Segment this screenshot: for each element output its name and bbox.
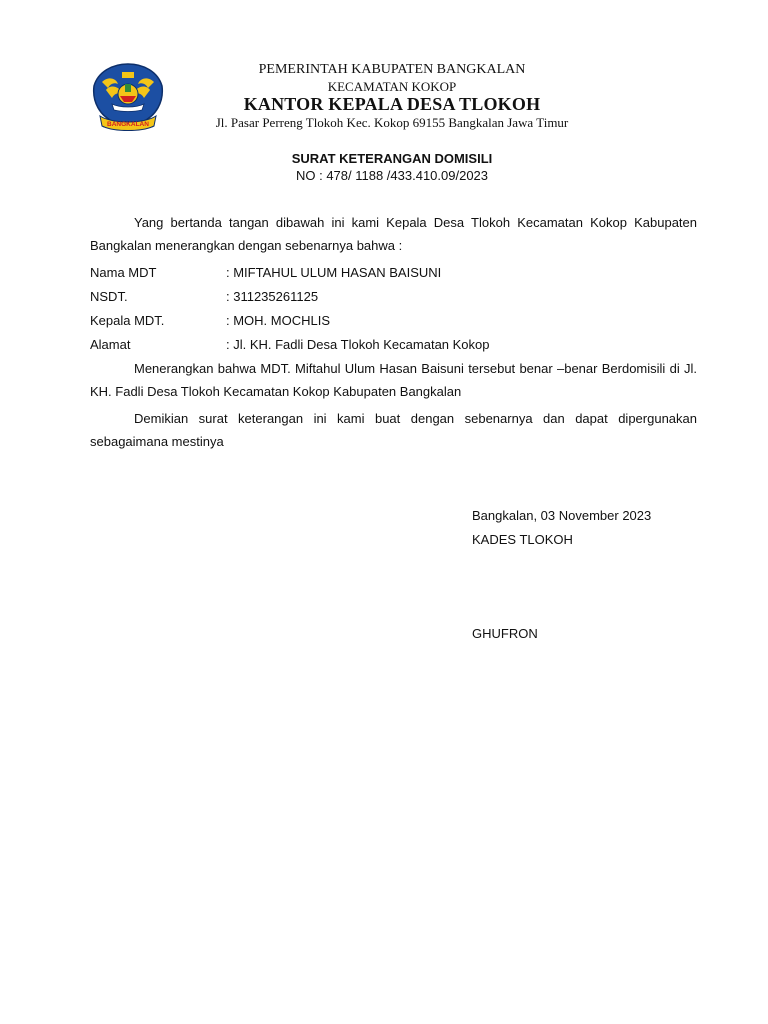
signature-place-date: Bangkalan, 03 November 2023 <box>472 508 652 523</box>
field-label: Kepala MDT. <box>90 313 165 328</box>
letterhead-government: PEMERINTAH KABUPATEN BANGKALAN <box>258 62 526 77</box>
letterhead-district: KECAMATAN KOKOP <box>327 79 457 94</box>
field-value: : Jl. KH. Fadli Desa Tlokoh Kecamatan Kokop <box>226 337 490 352</box>
letter-number: NO : 478/ 1188 /433.410.09/2023 <box>295 168 489 183</box>
letterhead-address: Jl. Pasar Perreng Tlokoh Kec. Kokop 69155 Bangkalan Jawa Timur <box>215 115 569 130</box>
field-value: : MOH. MOCHLIS <box>226 313 331 328</box>
field-label: Nama MDT <box>90 265 157 280</box>
bangkalan-emblem-logo <box>92 62 164 132</box>
field-value: : MIFTAHUL ULUM HASAN BAISUNI <box>226 265 442 280</box>
svg-text:BANGKALAN: BANGKALAN <box>107 121 149 128</box>
field-value: : 311235261125 <box>226 289 319 304</box>
field-label: NSDT. <box>90 289 128 304</box>
field-label: Alamat <box>90 337 131 352</box>
closing-paragraph: Demikian surat keterangan ini kami buat dengan sebenarnya dan dapat dipergunakan sebagaimana mestinya <box>90 411 697 449</box>
signature-position: KADES TLOKOH <box>472 532 573 547</box>
opening-paragraph: Yang bertanda tangan dibawah ini kami Kepala Desa Tlokoh Kecamatan Kokop Kabupaten Bangkalan menerangkan dengan sebenarnya bahwa : <box>90 215 697 253</box>
letter-title: SURAT KETERANGAN DOMISILI <box>291 151 493 166</box>
statement-paragraph: Menerangkan bahwa MDT. Miftahul Ulum Hasan Baisuni tersebut benar –benar Berdomisili di Jl. KH. Fadli Desa Tlokoh Kecamatan Kokop Kabupaten Bangkalan <box>90 361 697 399</box>
signature-name: GHUFRON <box>472 626 538 641</box>
letterhead-office: KANTOR KEPALA DESA TLOKOH <box>243 94 541 114</box>
